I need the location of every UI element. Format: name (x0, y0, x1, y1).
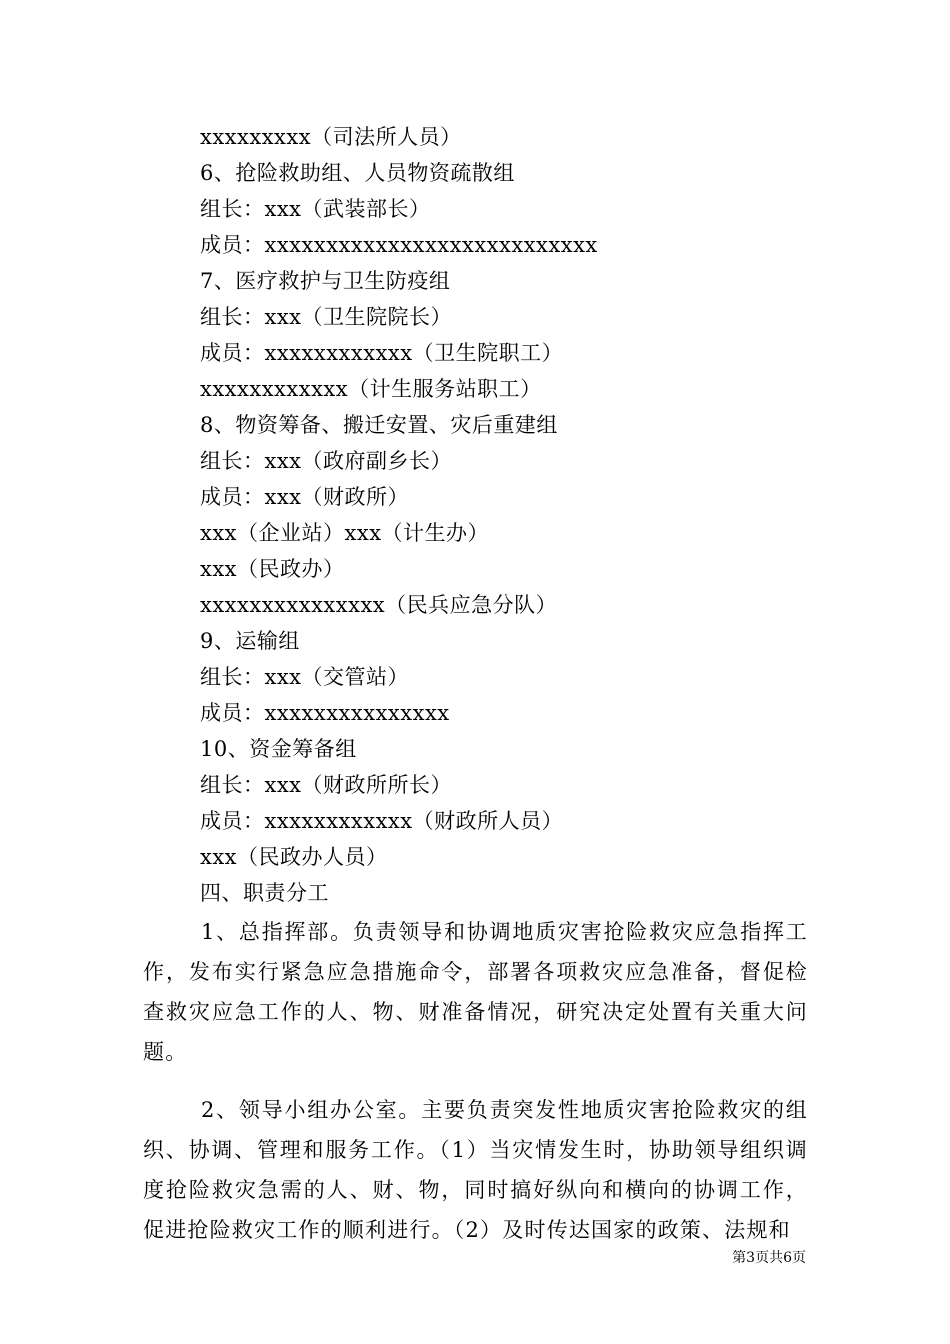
body-paragraph: 2、领导小组办公室。主要负责突发性地质灾害抢险救灾的组织、协调、管理和服务工作。（1）当灾情发生时，协助领导组织调度抢险救灾急需的人、财、物，同时搞好纵向和横向的协调工作，促进抢险救灾工作的顺利进行。（2）及时传达国家的政策、法规和 (143, 1098, 808, 1242)
text-line: 成员：xxx（财政所） (200, 485, 410, 509)
section-heading: 9、运输组 (200, 629, 300, 653)
section-heading: 6、抢险救助组、人员物资疏散组 (200, 161, 515, 185)
text-line: 组长：xxx（财政所所长） (200, 773, 453, 797)
text-line: 组长：xxx（政府副乡长） (200, 449, 453, 473)
body-paragraph: 1、总指挥部。负责领导和协调地质灾害抢险救灾应急指挥工作，发布实行紧急应急措施命令，部署各项救灾应急准备，督促检查救灾应急工作的人、物、财准备情况，研究决定处置有关重大问题。 (143, 920, 808, 1064)
text-line: 组长：xxx（交管站） (200, 665, 410, 689)
text-line: 成员：xxxxxxxxxxxxxxx (200, 701, 450, 725)
text-line: 成员：xxxxxxxxxxxx（卫生院职工） (200, 341, 564, 365)
text-line: xxx（民政办人员） (200, 845, 388, 869)
text-line: 成员：xxxxxxxxxxxx（财政所人员） (200, 809, 564, 833)
section-heading: 10、资金筹备组 (200, 737, 357, 761)
text-line: xxxxxxxxxxxxxxx（民兵应急分队） (200, 593, 558, 617)
text-line: xxx（民政办） (200, 557, 345, 581)
section-heading: 7、医疗救护与卫生防疫组 (200, 269, 451, 293)
text-line: xxxxxxxxxxxx（计生服务站职工） (200, 377, 542, 401)
text-line: xxx（企业站）xxx（计生办） (200, 521, 490, 545)
section-heading: 8、物资筹备、搬迁安置、灾后重建组 (200, 413, 558, 437)
text-line: 组长：xxx（卫生院院长） (200, 305, 453, 329)
page-number: 第3页共6页 (732, 1250, 806, 1266)
chapter-heading: 四、职责分工 (200, 881, 329, 905)
text-line: 组长：xxx（武装部长） (200, 197, 431, 221)
text-line: xxxxxxxxx（司法所人员） (200, 125, 462, 149)
text-line: 成员：xxxxxxxxxxxxxxxxxxxxxxxxxxx (200, 233, 598, 257)
